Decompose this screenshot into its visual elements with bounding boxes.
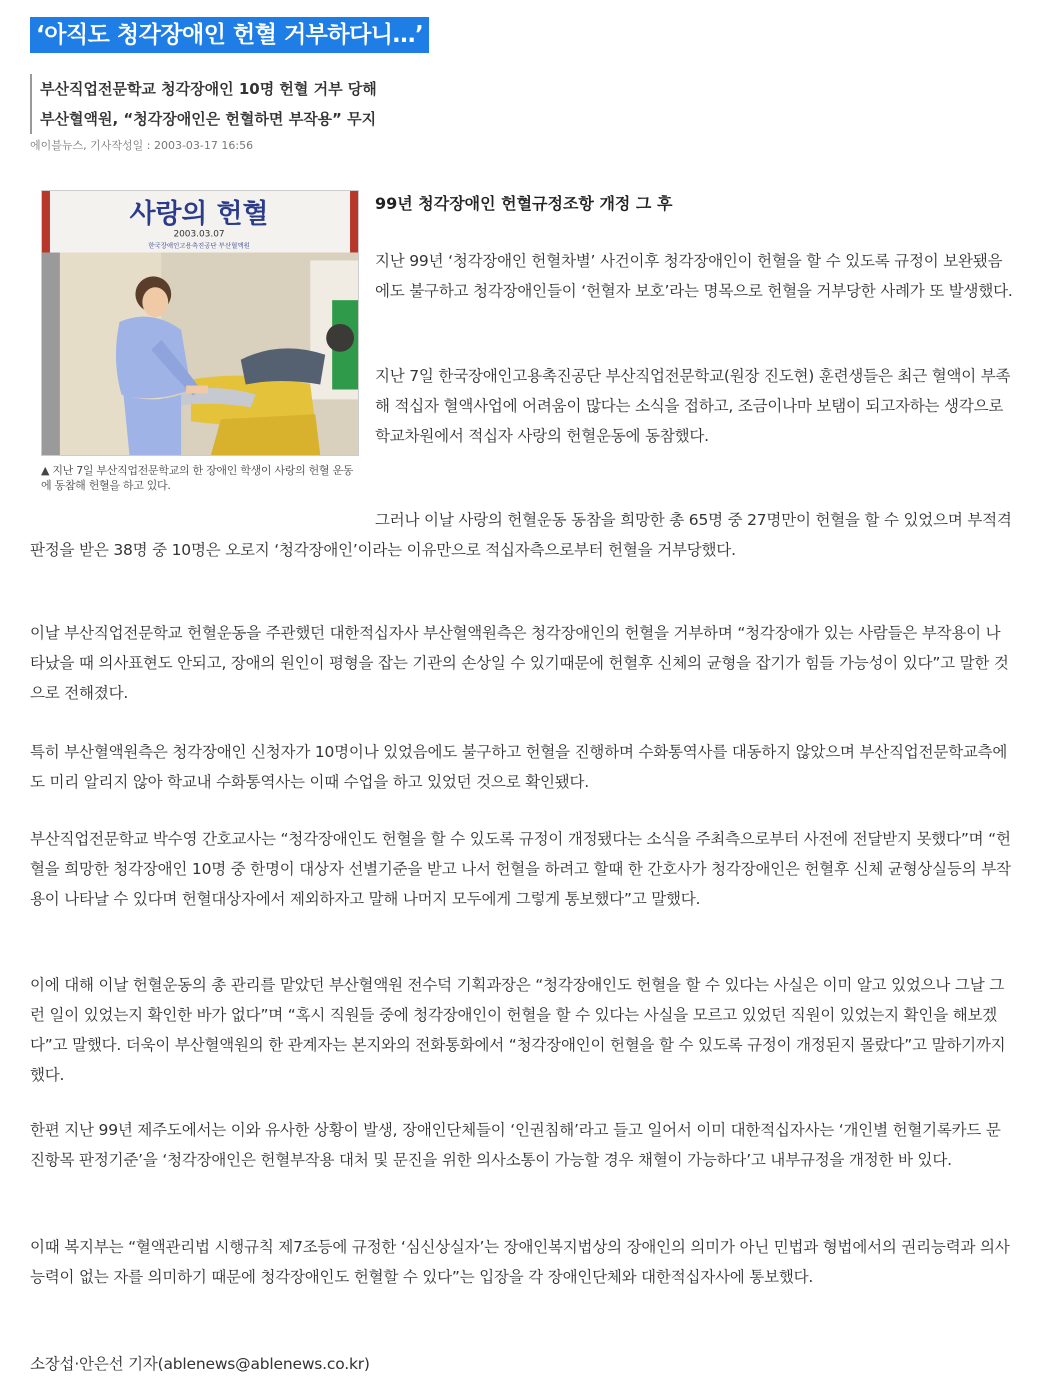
banner-title: 사랑의 헌혈 bbox=[129, 198, 269, 230]
photo-caption: ▲ 지난 7일 부산직업전문학교의 한 장애인 학생이 사랑의 헌혈 운동에 동참해 헌혈을 하고 있다. bbox=[41, 464, 354, 492]
headline: ‘아직도 청각장애인 헌혈 거부하다니…’ bbox=[30, 17, 429, 53]
paragraph: 특히 부산혈액원측은 청각장애인 신청자가 10명이나 있었음에도 불구하고 헌혈을 진행하며 수화통역사를 대동하지 않았으며 부산직업전문학교측에도 미리 알리지 않아 학교내 수화통역사는 이때 수업을 하고 있었던 것으로 확인됐다. bbox=[30, 743, 1008, 791]
paragraph: 이때 복지부는 “혈액관리법 시행규칙 제7조등에 규정한 ‘심신상실자’는 장애인복지법상의 장애인의 의미가 아닌 민법과 형법에서의 권리능력과 의사능력이 없는 자를 의미하기 때문에 청각장애인도 헌혈할 수 있다”는 입장을 각 장애인단체와 대한적십자사에 통보했다. bbox=[30, 1238, 1010, 1286]
section-heading: 99년 청각장애인 헌혈규정조항 개정 그 후 bbox=[375, 194, 673, 213]
subtitle-line-2: 부산혈액원, “청각장애인은 헌혈하면 부작용” 무지 bbox=[40, 110, 377, 128]
paragraph: 이날 부산직업전문학교 헌혈운동을 주관했던 대한적십자사 부산혈액원측은 청각장애인의 헌혈을 거부하며 “청각장애가 있는 사람들은 부작용이 나타났을 때 의사표현도 안되고, 장애의 원인이 평형을 잡는 기관의 손상일 수 있기때문에 헌혈후 신체의 균형을 잡기가 힘들 가능성이 있다”고 말한 것으로 전해졌다. bbox=[30, 624, 1009, 702]
paragraph: 한편 지난 99년 제주도에서는 이와 유사한 상황이 발생, 장애인단체들이 ‘인권침해’라고 들고 일어서 이미 대한적십자사는 ‘개인별 헌혈기록카드 문진항목 판정기준’을 ‘청각장애인은 헌혈부작용 대처 및 문진을 위한 의사소통이 가능할 경우 채혈이 가능하다’고 내부규정을 개정한 바 있다. bbox=[30, 1121, 1001, 1169]
subtitle-line-1: 부산직업전문학교 청각장애인 10명 헌혈 거부 당해 bbox=[40, 80, 377, 98]
paragraph: 지난 99년 ‘청각장애인 헌혈차별’ 사건이후 청각장애인이 헌혈을 할 수 있도록 규정이 보완됐음에도 불구하고 청각장애인들이 ‘헌혈자 보호’라는 명목으로 헌혈을 거부당한 사례가 또 발생했다. bbox=[375, 252, 1013, 300]
photo-figure bbox=[41, 190, 359, 493]
article-photo bbox=[41, 190, 359, 456]
article-meta: 에이블뉴스, 기사작성일 : 2003-03-17 16:56 bbox=[30, 139, 254, 152]
subtitle bbox=[30, 74, 377, 134]
banner-org: 한국장애인고용촉진공단 부산혈액원 bbox=[148, 241, 250, 250]
byline: 소장섭·안은선 기자(ablenews@ablenews.co.kr) bbox=[30, 1355, 370, 1373]
paragraph: 지난 7일 한국장애인고용촉진공단 부산직업전문학교(원장 진도현) 훈련생들은 최근 혈액이 부족해 적십자 혈액사업에 어려움이 많다는 소식을 접하고, 조금이나마 보탬이 되고자하는 생각으로 학교차원에서 적십자 사랑의 헌혈운동에 동참했다. bbox=[375, 367, 1011, 445]
paragraph: 그러나 이날 사랑의 헌혈운동 동참을 희망한 총 65명 중 27명만이 헌혈을 할 수 있었으며 부적격 판정을 받은 38명 중 10명은 오로지 ‘청각장애인’이라는 이유만으로 적십자측으로부터 헌혈을 거부당했다. bbox=[30, 511, 1012, 559]
paragraph: 부산직업전문학교 박수영 간호교사는 “청각장애인도 헌혈을 할 수 있도록 규정이 개정됐다는 소식을 주최측으로부터 사전에 전달받지 못했다”며 “헌혈을 희망한 청각장애인 10명 중 한명이 대상자 선별기준을 받고 나서 헌혈을 하려고 할때 한 간호사가 청각장애인은 헌혈후 신체 균형상실등의 부작용이 나타날 수 있다며 헌혈대상자에서 제외하자고 말해 나머지 모두에게 그렇게 통보했다”고 말했다. bbox=[30, 830, 1011, 908]
banner-date: 2003.03.07 bbox=[173, 229, 225, 240]
paragraph: 이에 대해 이날 헌혈운동의 총 관리를 맡았던 부산혈액원 전수덕 기획과장은 “청각장애인도 헌혈을 할 수 있다는 사실은 이미 알고 있었으나 그날 그런 일이 있었는지 확인한 바가 없다”며 “혹시 직원들 중에 청각장애인이 헌혈을 할 수 있다는 사실을 모르고 있었던 직원이 있었는지 확인을 해보겠다”고 말했다. 더욱이 부산혈액원의 한 관계자는 본지와의 전화통화에서 “청각장애인이 헌혈을 할 수 있도록 규정이 개정된지 몰랐다”고 말하기까지 했다. bbox=[30, 976, 1006, 1084]
